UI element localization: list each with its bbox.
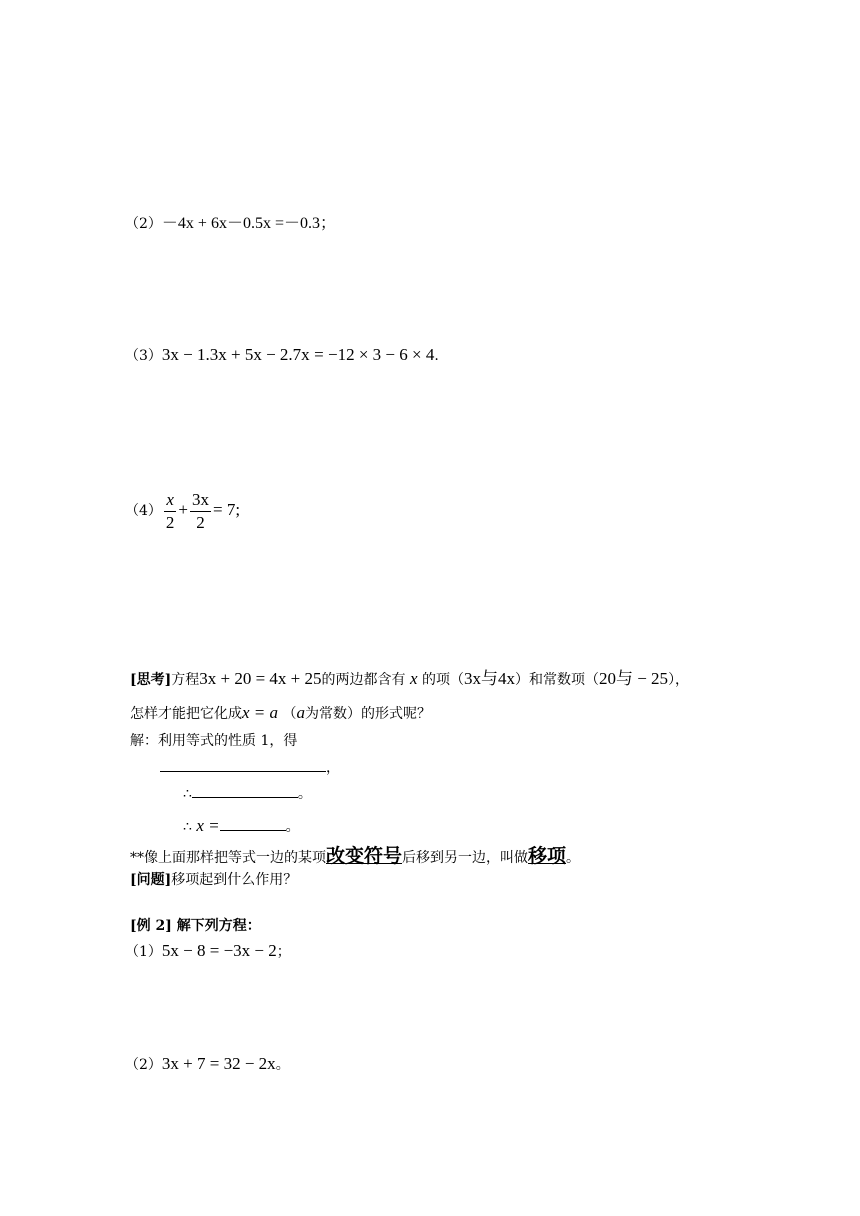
think-text-4: ）和常数项（ bbox=[514, 672, 599, 688]
note-prefix: **像上面那样把等式一边的某项 bbox=[130, 850, 326, 866]
example-2-title: [例 2] 解下列方程： bbox=[130, 918, 261, 934]
think-equation: 3x + 20 = 4x + 25 bbox=[199, 669, 322, 688]
problem-3-end: . bbox=[434, 348, 439, 364]
note-end: 。 bbox=[566, 850, 581, 866]
think-tag: [思考] bbox=[130, 672, 172, 688]
example-2-q1-end: ； bbox=[276, 944, 291, 960]
think-line-1 bbox=[130, 669, 689, 690]
example-2-question-1 bbox=[125, 941, 291, 962]
problem-4-fraction-1 bbox=[164, 489, 177, 534]
problem-4-plus: + bbox=[178, 500, 189, 519]
example-2-q1-equation: 5x − 8 = −3x − 2 bbox=[161, 941, 277, 960]
answer-blank-2[interactable] bbox=[192, 783, 298, 798]
solution-step-1 bbox=[160, 757, 340, 778]
think-text-2: 的两边都含有 bbox=[321, 672, 406, 688]
example-2-q2-end: 。 bbox=[275, 1057, 290, 1073]
example-2-q2-number: （2） bbox=[125, 1057, 162, 1073]
think-terms: 3x与4x bbox=[463, 669, 515, 688]
problem-4-fraction-2 bbox=[190, 489, 211, 534]
answer-blank-3[interactable] bbox=[220, 816, 286, 831]
think-line2-text-c: 为常数）的形式呢？ bbox=[304, 706, 431, 722]
think-constants: 20与 − 25 bbox=[598, 669, 669, 688]
problem-2-equation: －4x + 6x－0.5x =－0.3； bbox=[161, 215, 336, 232]
definition-note bbox=[130, 844, 580, 870]
solution-intro: 解：利用等式的性质 1，得 bbox=[130, 733, 298, 749]
problem-3-rhs: = −12 × 3 − 6 × 4 bbox=[314, 345, 435, 364]
note-emphasis-transposition: 移项 bbox=[528, 845, 567, 867]
think-variable: x bbox=[409, 669, 418, 688]
therefore-symbol-1: ∴ bbox=[183, 786, 192, 802]
problem-3-number: （3） bbox=[125, 348, 162, 364]
solution-step-1-comma: ， bbox=[326, 760, 340, 776]
problem-4 bbox=[125, 486, 240, 535]
think-target-form: x = a bbox=[242, 703, 279, 722]
example-2-q2-equation: 3x + 7 = 32 − 2x bbox=[161, 1054, 276, 1073]
think-line2-text-a: 怎样才能把它化成 bbox=[130, 706, 242, 722]
answer-blank-1[interactable] bbox=[160, 757, 326, 772]
question-tag: [问题] bbox=[130, 872, 172, 888]
problem-4-number: （4） bbox=[125, 503, 162, 519]
think-text-1: 方程 bbox=[171, 672, 200, 688]
fraction-2-numerator: 3x bbox=[190, 489, 211, 512]
solution-step-2 bbox=[183, 783, 312, 804]
question-line bbox=[130, 870, 297, 890]
problem-2 bbox=[125, 214, 336, 234]
fraction-1-numerator: x bbox=[164, 489, 177, 512]
problem-4-rhs: = 7; bbox=[213, 500, 241, 519]
solution-step-3 bbox=[183, 816, 300, 837]
problem-3-lhs: 3x − 1.3x + 5x − 2.7x bbox=[161, 345, 310, 364]
note-middle: 后移到另一边，叫做 bbox=[402, 850, 529, 866]
problem-2-number: （2） bbox=[125, 216, 162, 232]
think-text-5: ）， bbox=[668, 672, 690, 688]
think-constant-var: a bbox=[296, 703, 305, 722]
example-2-question-2 bbox=[125, 1054, 290, 1075]
x-equals: x = bbox=[196, 816, 220, 835]
think-line-2 bbox=[130, 703, 431, 724]
note-emphasis-change-sign: 改变符号 bbox=[326, 845, 403, 867]
solution-step-2-period: 。 bbox=[297, 786, 312, 802]
therefore-symbol-2: ∴ bbox=[183, 819, 192, 835]
think-text-3: 的项（ bbox=[421, 672, 464, 688]
fraction-2-denominator: 2 bbox=[196, 512, 205, 532]
question-text: 移项起到什么作用？ bbox=[171, 872, 298, 888]
example-2-q1-number: （1） bbox=[125, 944, 162, 960]
solution-step-3-period: 。 bbox=[285, 819, 300, 835]
fraction-1-denominator: 2 bbox=[165, 512, 175, 532]
problem-3 bbox=[125, 345, 439, 366]
think-line2-text-b: （ bbox=[282, 706, 297, 722]
